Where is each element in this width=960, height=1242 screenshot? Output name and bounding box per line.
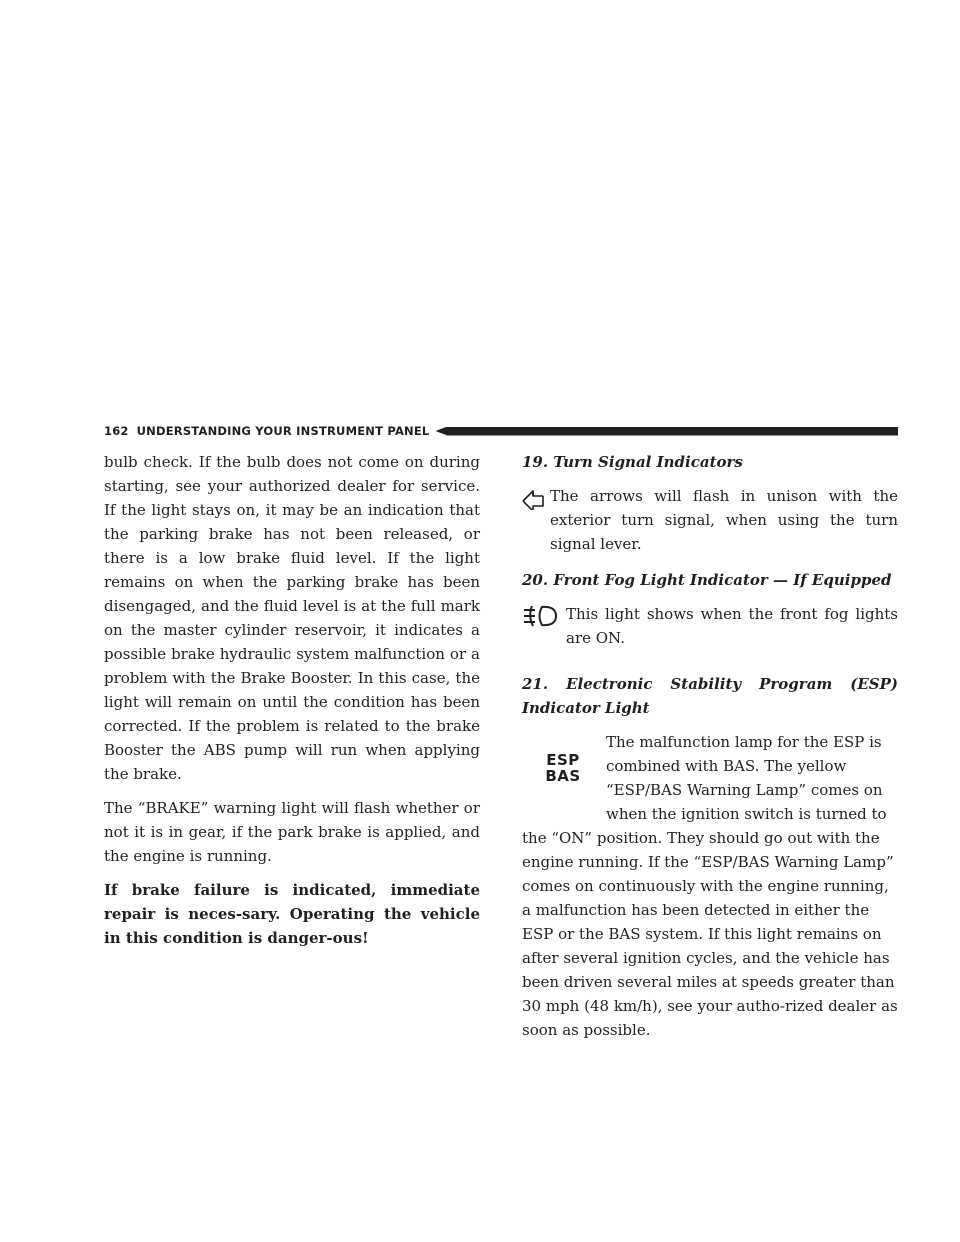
header-rule bbox=[435, 427, 898, 436]
item-turn-signal bbox=[522, 450, 898, 556]
paragraph-brake-warning: If brake failure is indicated, immediate repair is neces-sary. Operating the vehicle in this condition is danger-ous! bbox=[104, 881, 480, 947]
item-esp-indicator bbox=[522, 672, 898, 1042]
paragraph-brake-flash: The “BRAKE” warning light will flash whether or not it is in gear, if the park brake is applied, and the engine is running. bbox=[104, 799, 480, 865]
item-title: 20. Front Fog Light Indicator — If Equipped bbox=[522, 571, 892, 589]
front-fog-light-icon bbox=[522, 604, 566, 635]
left-column bbox=[104, 450, 480, 960]
item-text: The arrows will flash in unison with the exterior turn signal, when using the turn signal lever. bbox=[550, 487, 898, 553]
esp-icon-label: ESP bbox=[546, 751, 580, 769]
item-text: This light shows when the front fog lights are ON. bbox=[566, 605, 898, 647]
section-title: UNDERSTANDING YOUR INSTRUMENT PANEL bbox=[136, 424, 430, 438]
paragraph-brake-bulb-check: bulb check. If the bulb does not come on during starting, see your authorized dealer for service. If the light stays on, it may be an indication that the parking brake has not been released, or there is a low brake fluid level. If the light remains on when the parking brake has been disengaged, and the fluid level is at the full mark on the master cylinder reservoir, it indicates a possible brake hydraulic system malfunction or a problem with the Brake Booster. In this case, the light will remain on until the condition has been corrected. If the problem is related to the brake Booster the ABS pump will run when applying the brake. bbox=[104, 453, 480, 783]
bas-icon-label: BAS bbox=[545, 767, 581, 785]
item-front-fog-light bbox=[522, 568, 898, 650]
esp-bas-icon bbox=[522, 730, 606, 818]
item-title: 19. Turn Signal Indicators bbox=[522, 453, 743, 471]
right-column bbox=[522, 450, 898, 1054]
page-number: 162 bbox=[104, 424, 129, 438]
item-text: The malfunction lamp for the ESP is combined with BAS. The yellow “ESP/BAS Warning Lamp” comes on when the ignition switch is turned to the “ON” position. They should go out with the engine running. If the “ESP/BAS Warning Lamp” comes on continuously with the engine running, a malfunction has been detected in either the ESP or the BAS system. If this light remains on after several ignition cycles, and the vehicle has been driven several miles at speeds greater than 30 mph (48 km/h), see your autho-rized dealer as soon as possible. bbox=[522, 733, 898, 1039]
page-header bbox=[104, 422, 898, 440]
item-title: 21. Electronic Stability Program (ESP) Indicator Light bbox=[522, 675, 898, 717]
turn-signal-icon bbox=[520, 484, 550, 517]
